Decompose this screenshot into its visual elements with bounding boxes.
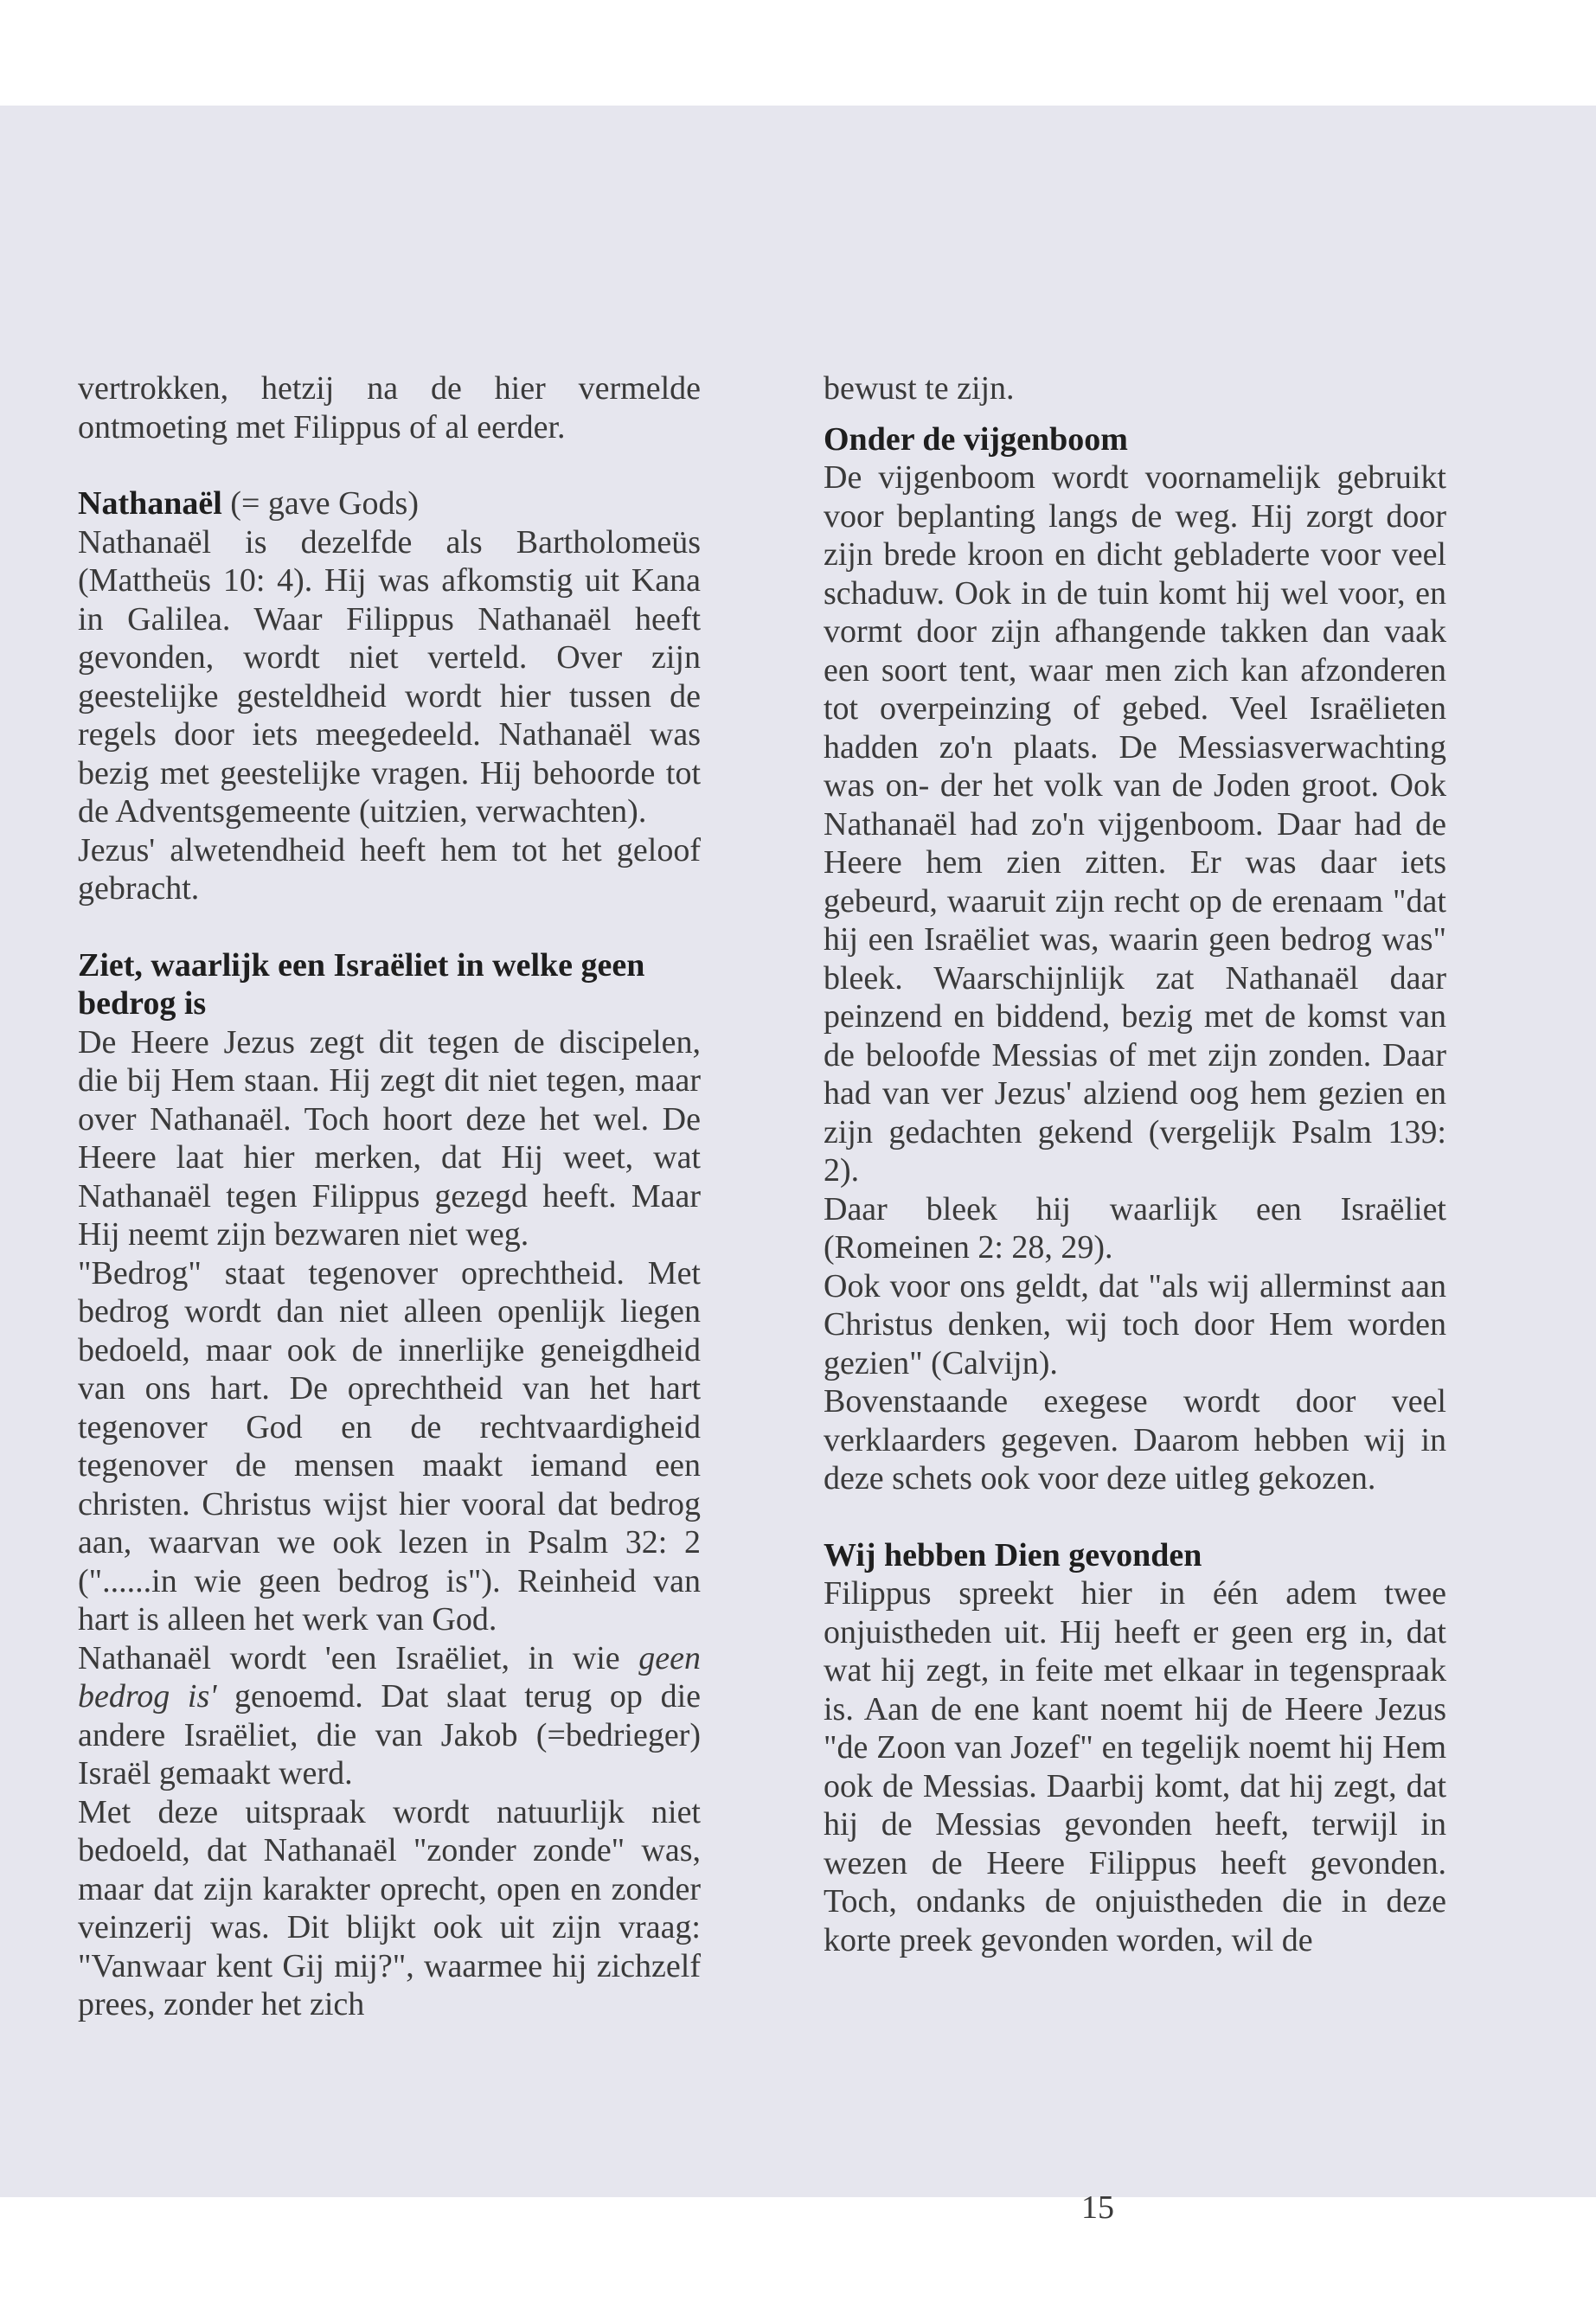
israeliet-paragraph-2: "Bedrog" staat tegenover oprechtheid. Met bedrog wordt dan niet alleen openlijk liegen bedoeld, maar ook de innerlijke geneigdheid van ons hart. De oprechtheid van het hart tegenover God en de rechtvaardigheid tegenover de mensen maakt iemand een christen. Christus wijst hier vooral dat bedrog aan, waarvan we ook lezen in Psalm 32: 2 ("......in wie geen bedrog is"). Reinheid van hart is alleen het werk van God. [78, 1254, 701, 1638]
book-page [0, 106, 1596, 2226]
nathanael-heading-line [78, 484, 701, 523]
israeliet-paragraph-3 [78, 1639, 701, 1793]
page-number: 15 [1081, 2189, 1114, 2226]
israeliet-paragraph-4: Met deze uitspraak wordt natuurlijk niet bedoeld, dat Nathanaël "zonder zonde" was, maar dat zijn karakter oprecht, open en zonder veinzerij was. Dit blijkt ook uit zijn vraag: "Vanwaar kent Gij mij?", waarmee hij zichzelf prees, zonder het zich [78, 1793, 701, 2022]
section-heading-vijgenboom: Onder de vijgenboom [824, 420, 1128, 458]
spacer [824, 1498, 1446, 1536]
spacer [824, 408, 1446, 420]
section-heading-nathanael: Nathanaël [78, 485, 222, 522]
spacer [78, 908, 701, 946]
vijgenboom-paragraph-1: De vijgenboom wordt voornamelijk gebruikt voor beplanting langs de weg. Hij zorgt door zijn brede kroon en dicht gebladerte voor veel schaduw. Ook in de tuin komt hij wel voor, en vormt door zijn afhangende takken dan vaak een soort tent, waar men zich kan afzonderen tot overpeinzing of gebed. Veel Israëlieten hadden zo'n plaats. De Messiasverwachting was on- der het volk van de Joden groot. Ook Nathanaël had zo'n vijgenboom. Daar had de Heere hem zien zitten. Er was daar iets gebeurd, waaruit zijn recht op de erenaam "dat hij een Israëliet was, waarin geen bedrog was" bleek. Waarschijnlijk zat Nathanaël daar peinzend en biddend, bezig met de komst van de beloofde Messias of met zijn zonden. Daar had van ver Jezus' alziend oog hem gezien en zijn gedachten gekend (vergelijk Psalm 139: 2). [824, 459, 1446, 1189]
section-heading-gevonden: Wij hebben Dien gevonden [824, 1536, 1202, 1574]
section-heading-israeliet: Ziet, waarlijk een Israëliet in welke geen bedrog is [78, 946, 645, 1022]
israeliet-p3-italic: geen bedrog is' [78, 1639, 701, 1715]
left-column [78, 369, 701, 2024]
gevonden-paragraph-1: Filippus spreekt hier in één adem twee onjuistheden uit. Hij heeft er geen erg in, dat wat hij zegt, in feite met elkaar in tegenspraak is. Aan de ene kant noemt hij de Heere Jezus "de Zoon van Jozef" en tegelijk noemt hij Hem ook de Messias. Daarbij komt, dat hij zegt, dat hij de Messias gevonden heeft, terwijl in wezen de Heere Filippus heeft gevonden. Toch, ondanks de onjuistheden die in deze korte preek gevonden worden, wil de [824, 1575, 1446, 1958]
right-column [824, 369, 1446, 1959]
israeliet-p3-start: Nathanaël wordt 'een Israëliet, in wie [78, 1639, 639, 1676]
israeliet-p3-end: genoemd. Dat slaat terug op die andere Israëliet, die van Jakob (=bedrieger) Israël gemaakt werd. [78, 1678, 701, 1791]
right-intro-paragraph: bewust te zijn. [824, 370, 1015, 407]
vijgenboom-paragraph-4: Bovenstaande exegese wordt door veel verklaarders gegeven. Daarom hebben wij in deze schets ook voor deze uitleg gekozen. [824, 1383, 1446, 1497]
spacer [78, 446, 701, 484]
vijgenboom-paragraph-2: Daar bleek hij waarlijk een Israëliet (Romeinen 2: 28, 29). [824, 1190, 1446, 1266]
nathanael-body-paragraph-2: Jezus' alwetendheid heeft hem tot het geloof gebracht. [78, 831, 701, 907]
israeliet-paragraph-1: De Heere Jezus zegt dit tegen de discipelen, die bij Hem staan. Hij zegt dit niet tegen, maar over Nathanaël. Toch hoort deze het wel. De Heere laat hier merken, dat Hij weet, wat Nathanaël tegen Filippus gezegd heeft. Maar Hij neemt zijn bezwaren niet weg. [78, 1023, 701, 1253]
nathanael-heading-note: (= gave Gods) [221, 485, 419, 522]
vijgenboom-paragraph-3: Ook voor ons geldt, dat "als wij allerminst aan Christus denken, wij toch door Hem worden gezien" (Calvijn). [824, 1267, 1446, 1381]
left-intro-paragraph: vertrokken, hetzij na de hier vermelde ontmoeting met Filippus of al eerder. [78, 370, 701, 445]
nathanael-body-paragraph: Nathanaël is dezelfde als Bartholomeüs (Mattheüs 10: 4). Hij was afkomstig uit Kana in Galilea. Waar Filippus Nathanaël heeft gevonden, wordt niet verteld. Over zijn geestelijke gesteldheid wordt hier tussen de regels door iets meegedeeld. Nathanaël was bezig met geestelijke vragen. Hij behoorde tot de Adventsgemeente (uitzien, verwachten). [78, 523, 701, 830]
